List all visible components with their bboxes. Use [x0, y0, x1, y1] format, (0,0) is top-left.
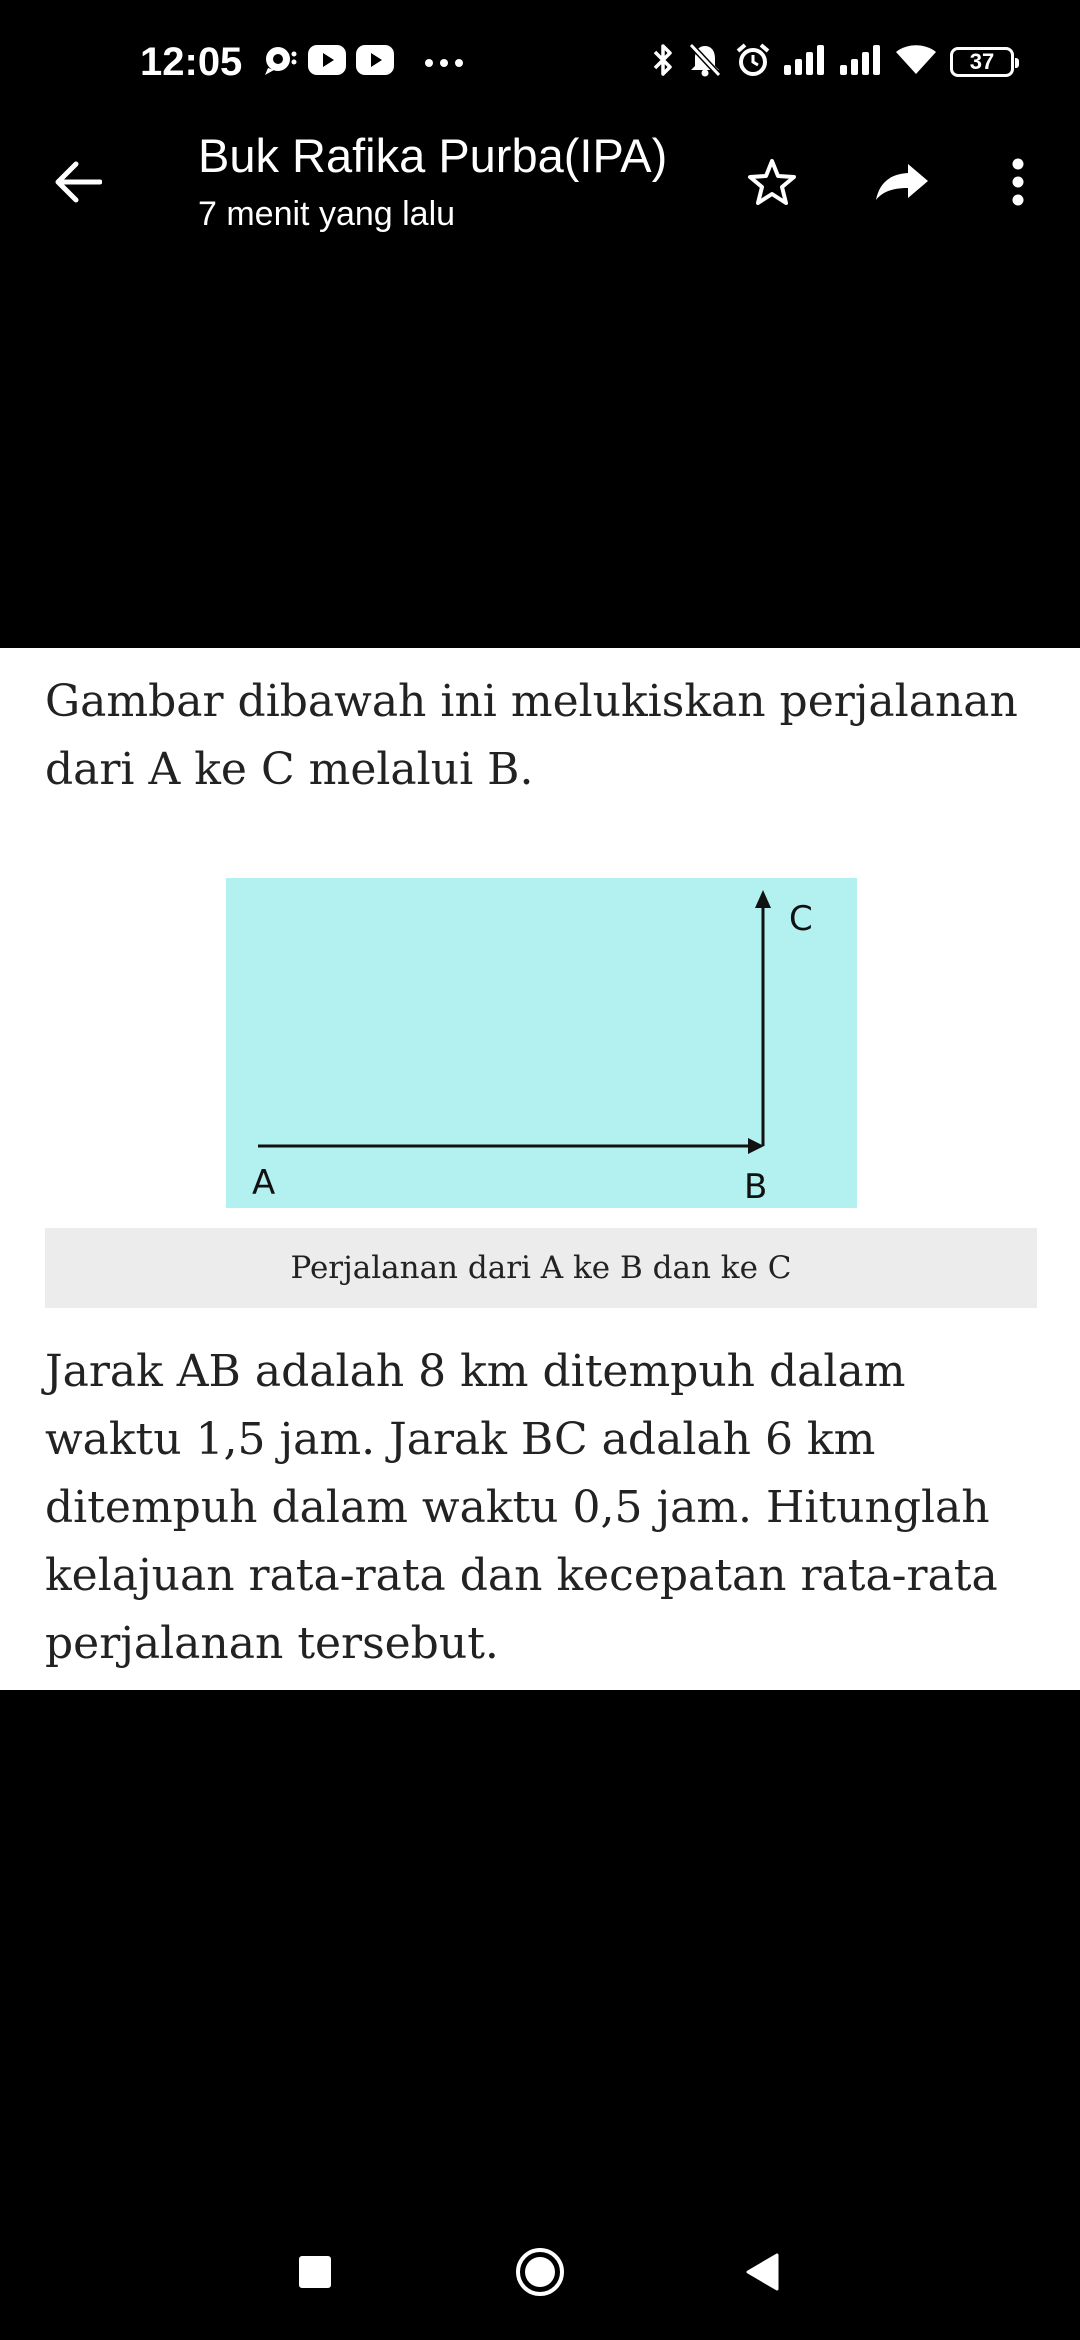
- problem-text: Jarak AB adalah 8 km ditempuh dalam waktu 1,5 jam. Jarak BC adalah 6 km ditempuh dalam waktu 0,5 jam. Hitunglah kelajuan rata-rata dan kecepatan rata-rata perjalanan tersebut.: [45, 1346, 998, 1669]
- back-nav-button[interactable]: [730, 2242, 794, 2306]
- label-b: B: [744, 1167, 768, 1207]
- system-status-icons: [652, 42, 1014, 82]
- star-button[interactable]: [734, 146, 810, 222]
- app-bar: [0, 126, 1080, 256]
- recents-square-icon: [298, 2255, 332, 2293]
- back-triangle-icon: [744, 2252, 780, 2296]
- label-a: A: [252, 1163, 276, 1203]
- back-arrow-icon: [54, 160, 102, 208]
- content-card: [0, 648, 1080, 1690]
- notification-icons: [262, 46, 464, 78]
- bluetooth-icon: [652, 43, 674, 81]
- page-title: Buk Rafika Purba(IPA): [198, 129, 668, 182]
- youtube-icon: [356, 45, 394, 79]
- back-button[interactable]: [40, 146, 116, 222]
- label-c: C: [789, 899, 813, 939]
- figure-caption: Perjalanan dari A ke B dan ke C: [290, 1250, 792, 1286]
- chat-bubble-icon: [262, 44, 298, 80]
- travel-diagram: [226, 878, 857, 1208]
- more-options-button[interactable]: [980, 146, 1056, 222]
- share-icon: [874, 162, 930, 206]
- status-time: 12:05: [140, 40, 243, 84]
- status-bar: [0, 0, 1080, 126]
- figure-caption-box: [45, 1228, 1037, 1308]
- bell-off-icon: [688, 42, 722, 82]
- home-circle-icon: [514, 2246, 566, 2302]
- navigation-bar: [0, 2220, 1080, 2330]
- page-subtitle: 7 menit yang lalu: [198, 195, 456, 233]
- battery-level: 37: [969, 49, 995, 74]
- alarm-icon: [736, 43, 770, 81]
- recents-button[interactable]: [283, 2242, 347, 2306]
- intro-text: Gambar dibawah ini melukiskan perjalanan dari A ke C melalui B.: [45, 676, 1018, 795]
- share-button[interactable]: [864, 146, 940, 222]
- more-dots-icon: [424, 53, 464, 72]
- signal-icon: [840, 45, 882, 79]
- signal-icon: [784, 45, 826, 79]
- wifi-icon: [896, 45, 936, 79]
- battery-icon: [950, 47, 1014, 77]
- youtube-icon: [308, 45, 346, 79]
- title-block: [198, 126, 718, 236]
- home-button[interactable]: [508, 2242, 572, 2306]
- more-vert-icon: [1011, 158, 1025, 210]
- star-icon: [747, 158, 797, 210]
